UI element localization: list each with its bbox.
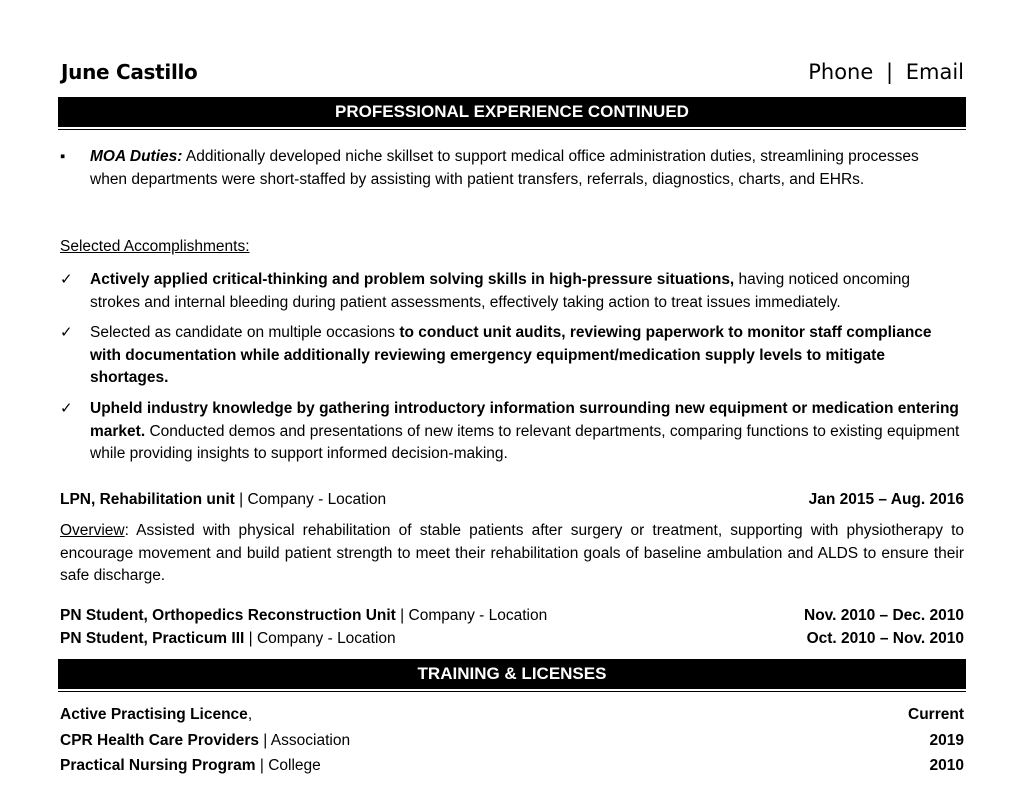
- job-heading: [60, 488, 386, 511]
- checkmark-icon: ✓: [60, 400, 73, 417]
- training-org: College: [268, 757, 321, 774]
- overview-label: Overview: [60, 522, 125, 539]
- training-year: Current: [908, 706, 964, 723]
- job-company: Company - Location: [247, 491, 387, 508]
- job-dates: Oct. 2010 – Nov. 2010: [806, 630, 964, 647]
- job-dates: Jan 2015 – Aug. 2016: [808, 491, 964, 508]
- job-separator: |: [395, 607, 409, 624]
- job-row: [60, 488, 964, 511]
- training-year: 2010: [929, 757, 964, 774]
- moa-duties-text: Additionally developed niche skillset to support medical office administration duties, streamlining processes when departments were short-staffed by assisting with patient transfers, referrals, diagnostics, charts, and EHRs.: [90, 148, 919, 188]
- training-org: Association: [270, 732, 351, 749]
- training-row: [60, 729, 964, 752]
- job-title: LPN, Rehabilitation unit: [60, 491, 235, 508]
- candidate-name: June Castillo: [61, 60, 198, 84]
- job-row: [60, 627, 964, 650]
- accomplishment-item: [60, 269, 960, 314]
- accomplishment-text: Conducted demos and presentations of new items to relevant departments, comparing functions to existing equipment while providing insights to support informed decision-making.: [90, 422, 960, 462]
- overview-text: : Assisted with physical rehabilitation of stable patients after surgery or treatment, supporting with physiotherapy to encourage movement and build patient strength to meet their rehabilitation goals of baseline ambulation and ALDS to ensure their safe discharge.: [60, 522, 964, 584]
- job-title: PN Student, Practicum III: [60, 630, 245, 647]
- contact-separator: |: [885, 60, 894, 84]
- accomplishment-item: [60, 322, 960, 390]
- training-section-rule: [58, 691, 966, 692]
- job-heading: [60, 604, 547, 627]
- training-section-header: TRAINING & LICENSES: [58, 659, 966, 689]
- job-company: Company - Location: [256, 630, 396, 647]
- job-heading: [60, 627, 396, 650]
- training-heading: [60, 703, 252, 726]
- training-year: 2019: [929, 732, 964, 749]
- accomplishment-text: to conduct unit audits, reviewing paperwork to monitor staff compliance with documentation while additionally reviewing emergency equipment/medication supply levels to mitigate shortages.: [90, 324, 932, 386]
- training-heading: [60, 729, 350, 752]
- accomplishments-heading: [60, 236, 250, 259]
- accomplishment-item: [60, 398, 960, 466]
- moa-duties-label: MOA Duties:: [90, 148, 183, 165]
- accomplishment-lead: Actively applied critical-thinking and problem solving skills in high-pressure situations,: [90, 271, 735, 288]
- job-title: PN Student, Orthopedics Reconstruction Unit: [60, 607, 396, 624]
- moa-duties-bullet: [60, 146, 960, 191]
- job-overview: [60, 520, 964, 588]
- contact-info: [808, 60, 964, 84]
- job-separator: |: [234, 491, 248, 508]
- accomplishments-heading-text: Selected Accomplishments:: [60, 238, 250, 255]
- training-title: Practical Nursing Program: [60, 757, 256, 774]
- experience-section-header: PROFESSIONAL EXPERIENCE CONTINUED: [58, 97, 966, 127]
- accomplishment-lead: Selected as candidate on multiple occasions: [90, 324, 400, 341]
- email-label: Email: [905, 60, 964, 84]
- training-row: [60, 703, 964, 726]
- job-dates: Nov. 2010 – Dec. 2010: [804, 607, 964, 624]
- training-title: CPR Health Care Providers: [60, 732, 259, 749]
- accomplishment-lead: Upheld industry knowledge by gathering introductory information surrounding new equipment or medication entering market.: [90, 400, 959, 440]
- job-separator: |: [244, 630, 257, 647]
- phone-label: Phone: [808, 60, 874, 84]
- checkmark-icon: ✓: [60, 324, 73, 341]
- checkmark-icon: ✓: [60, 271, 73, 288]
- training-separator: |: [255, 757, 269, 774]
- training-title: Active Practising Licence: [60, 706, 248, 723]
- accomplishment-text: having noticed oncoming strokes and internal bleeding during patient assessments, effectively taking action to treat issues immediately.: [90, 271, 911, 311]
- training-separator: ,: [247, 706, 253, 723]
- training-heading: [60, 754, 321, 777]
- training-row: [60, 754, 964, 777]
- experience-section-rule: [58, 129, 966, 130]
- training-separator: |: [259, 732, 271, 749]
- square-bullet-icon: ▪: [60, 148, 66, 165]
- job-company: Company - Location: [408, 607, 548, 624]
- job-row: [60, 604, 964, 627]
